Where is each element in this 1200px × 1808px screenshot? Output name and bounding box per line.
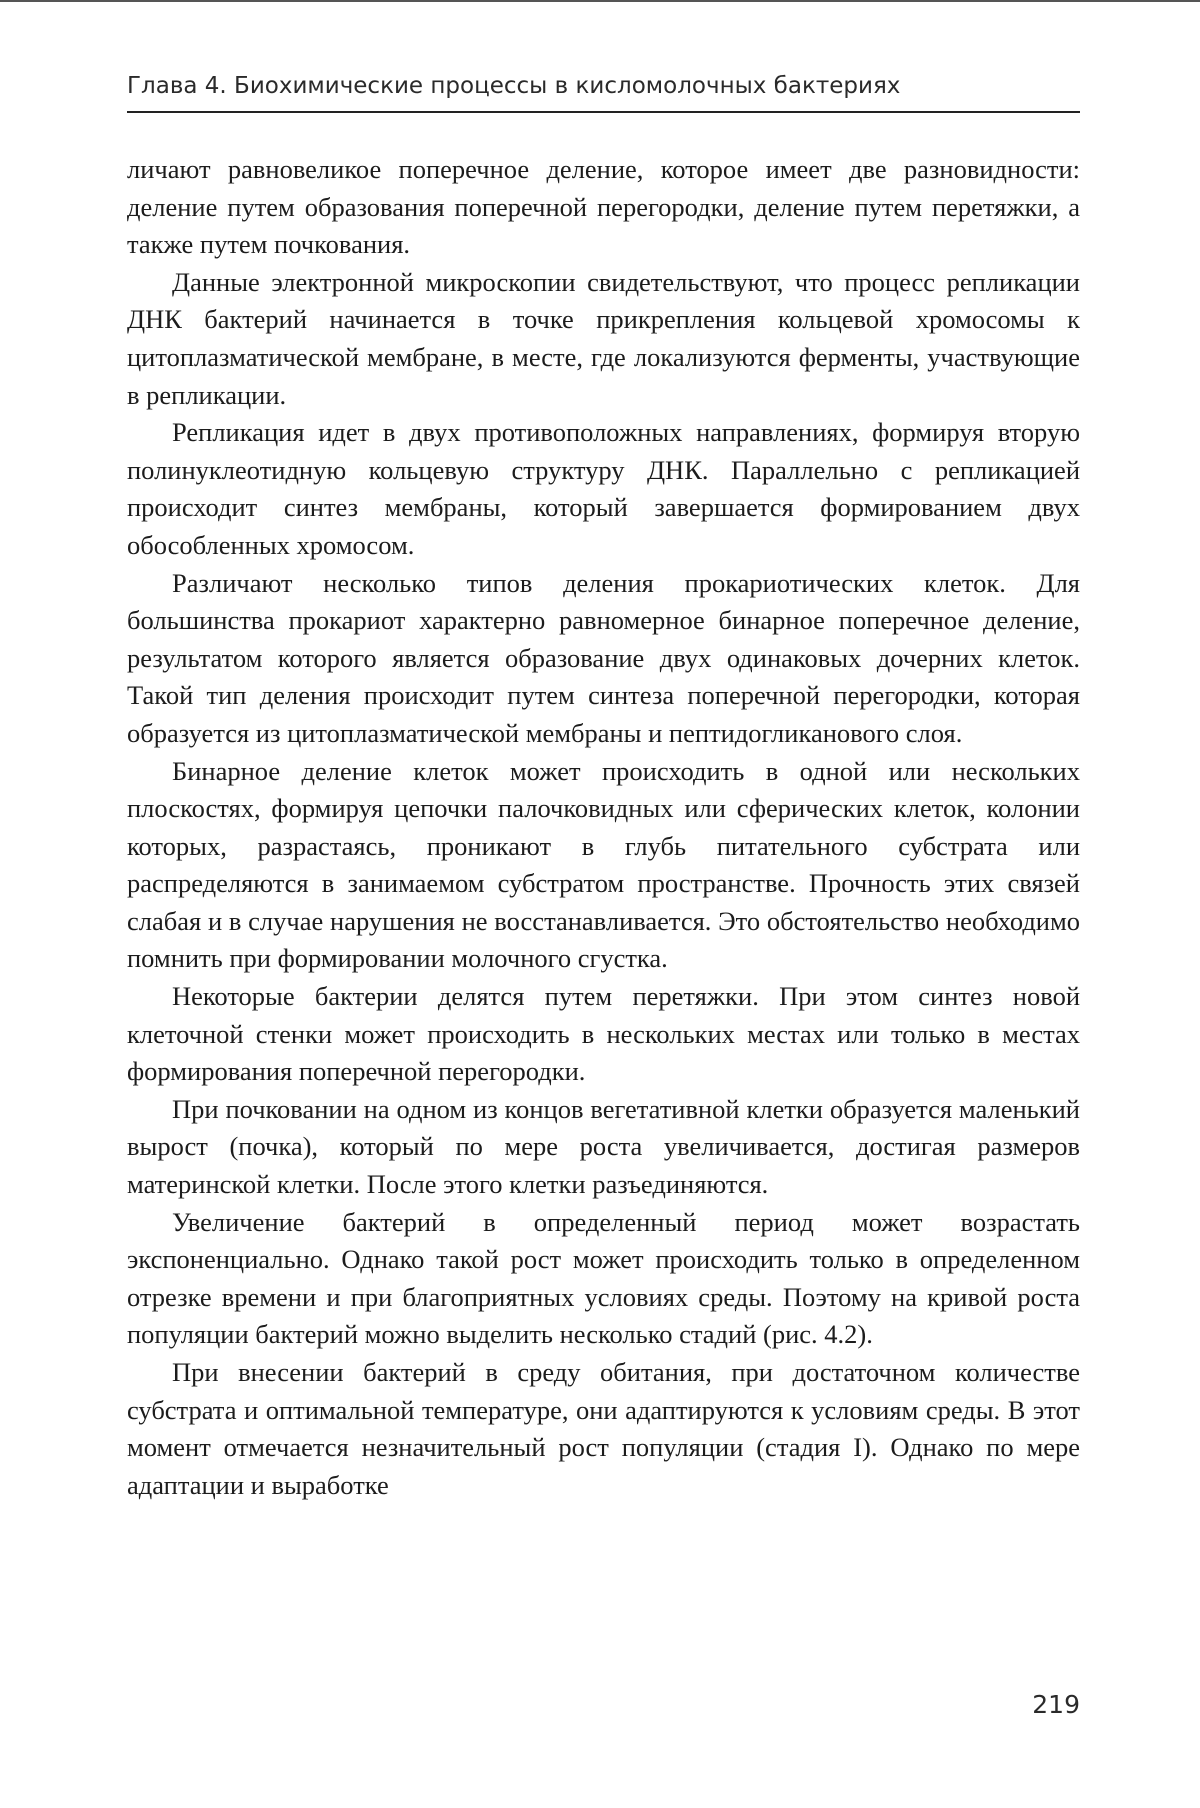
header-rule: [127, 111, 1080, 113]
page-number: 219: [1032, 1690, 1080, 1719]
paragraph: Бинарное деление клеток может происходить в одной или нескольких плоскостях, формируя цепочки палочковидных или сферических клеток, колонии которых, разрастаясь, проникают в глубь питательного субстрата или распределяются в занимаемом субстратом пространстве. Прочность этих связей слабая и в случае нарушения не восстанавливается. Это обстоятельство необходимо помнить при формировании молочного сгустка.: [127, 755, 1080, 974]
body-text: [127, 151, 1080, 1504]
paragraph: Некоторые бактерии делятся путем перетяжки. При этом синтез новой клеточной стенки может происходить в нескольких местах или только в местах формирования поперечной перегородки.: [127, 981, 1080, 1087]
paragraph: Репликация идет в двух противоположных направлениях, формируя вторую полинуклеотидную кольцевую структуру ДНК. Параллельно с репликацией происходит синтез мембраны, который завершается формированием двух обособленных хромосом.: [127, 417, 1080, 560]
paragraph: Данные электронной микроскопии свидетельствуют, что процесс репликации ДНК бактерий начинается в точке прикрепления кольцевой хромосомы к цитоплазматической мембране, в месте, где локализуются ферменты, участвующие в репликации.: [127, 266, 1080, 410]
running-head: Глава 4. Биохимические процессы в кисломолочных бактериях: [127, 73, 901, 99]
page-top-border: [0, 0, 1200, 2]
paragraph: Различают несколько типов деления прокариотических клеток. Для большинства прокариот характерно равномерное бинарное поперечное деление, результатом которого является образование двух одинаковых дочерних клеток. Такой тип деления происходит путем синтеза поперечной перегородки, которая образуется из цитоплазматической мембраны и пептидогликанового слоя.: [127, 567, 1080, 748]
paragraph: Увеличение бактерий в определенный период может возрастать экспоненциально. Однако такой рост может происходить только в определенном отрезке времени и при благоприятных условиях среды. Поэтому на кривой роста популяции бактерий можно выделить несколько стадий (рис. 4.2).: [127, 1206, 1080, 1350]
paragraph: При почковании на одном из концов вегетативной клетки образуется маленький вырост (почка), который по мере роста увеличивается, достигая размеров материнской клетки. После этого клетки разъединяются.: [127, 1093, 1080, 1200]
paragraph: личают равновеликое поперечное деление, которое имеет две разновидности: деление путем образования поперечной перегородки, деление путем перетяжки, а также путем почкования.: [127, 154, 1080, 260]
paragraph: При внесении бактерий в среду обитания, при достаточном количестве субстрата и оптимальной температуре, они адаптируются к условиям среды. В этот момент отмечается незначительный рост популяции (стадия I). Однако по мере адаптации и выработке: [127, 1357, 1080, 1500]
